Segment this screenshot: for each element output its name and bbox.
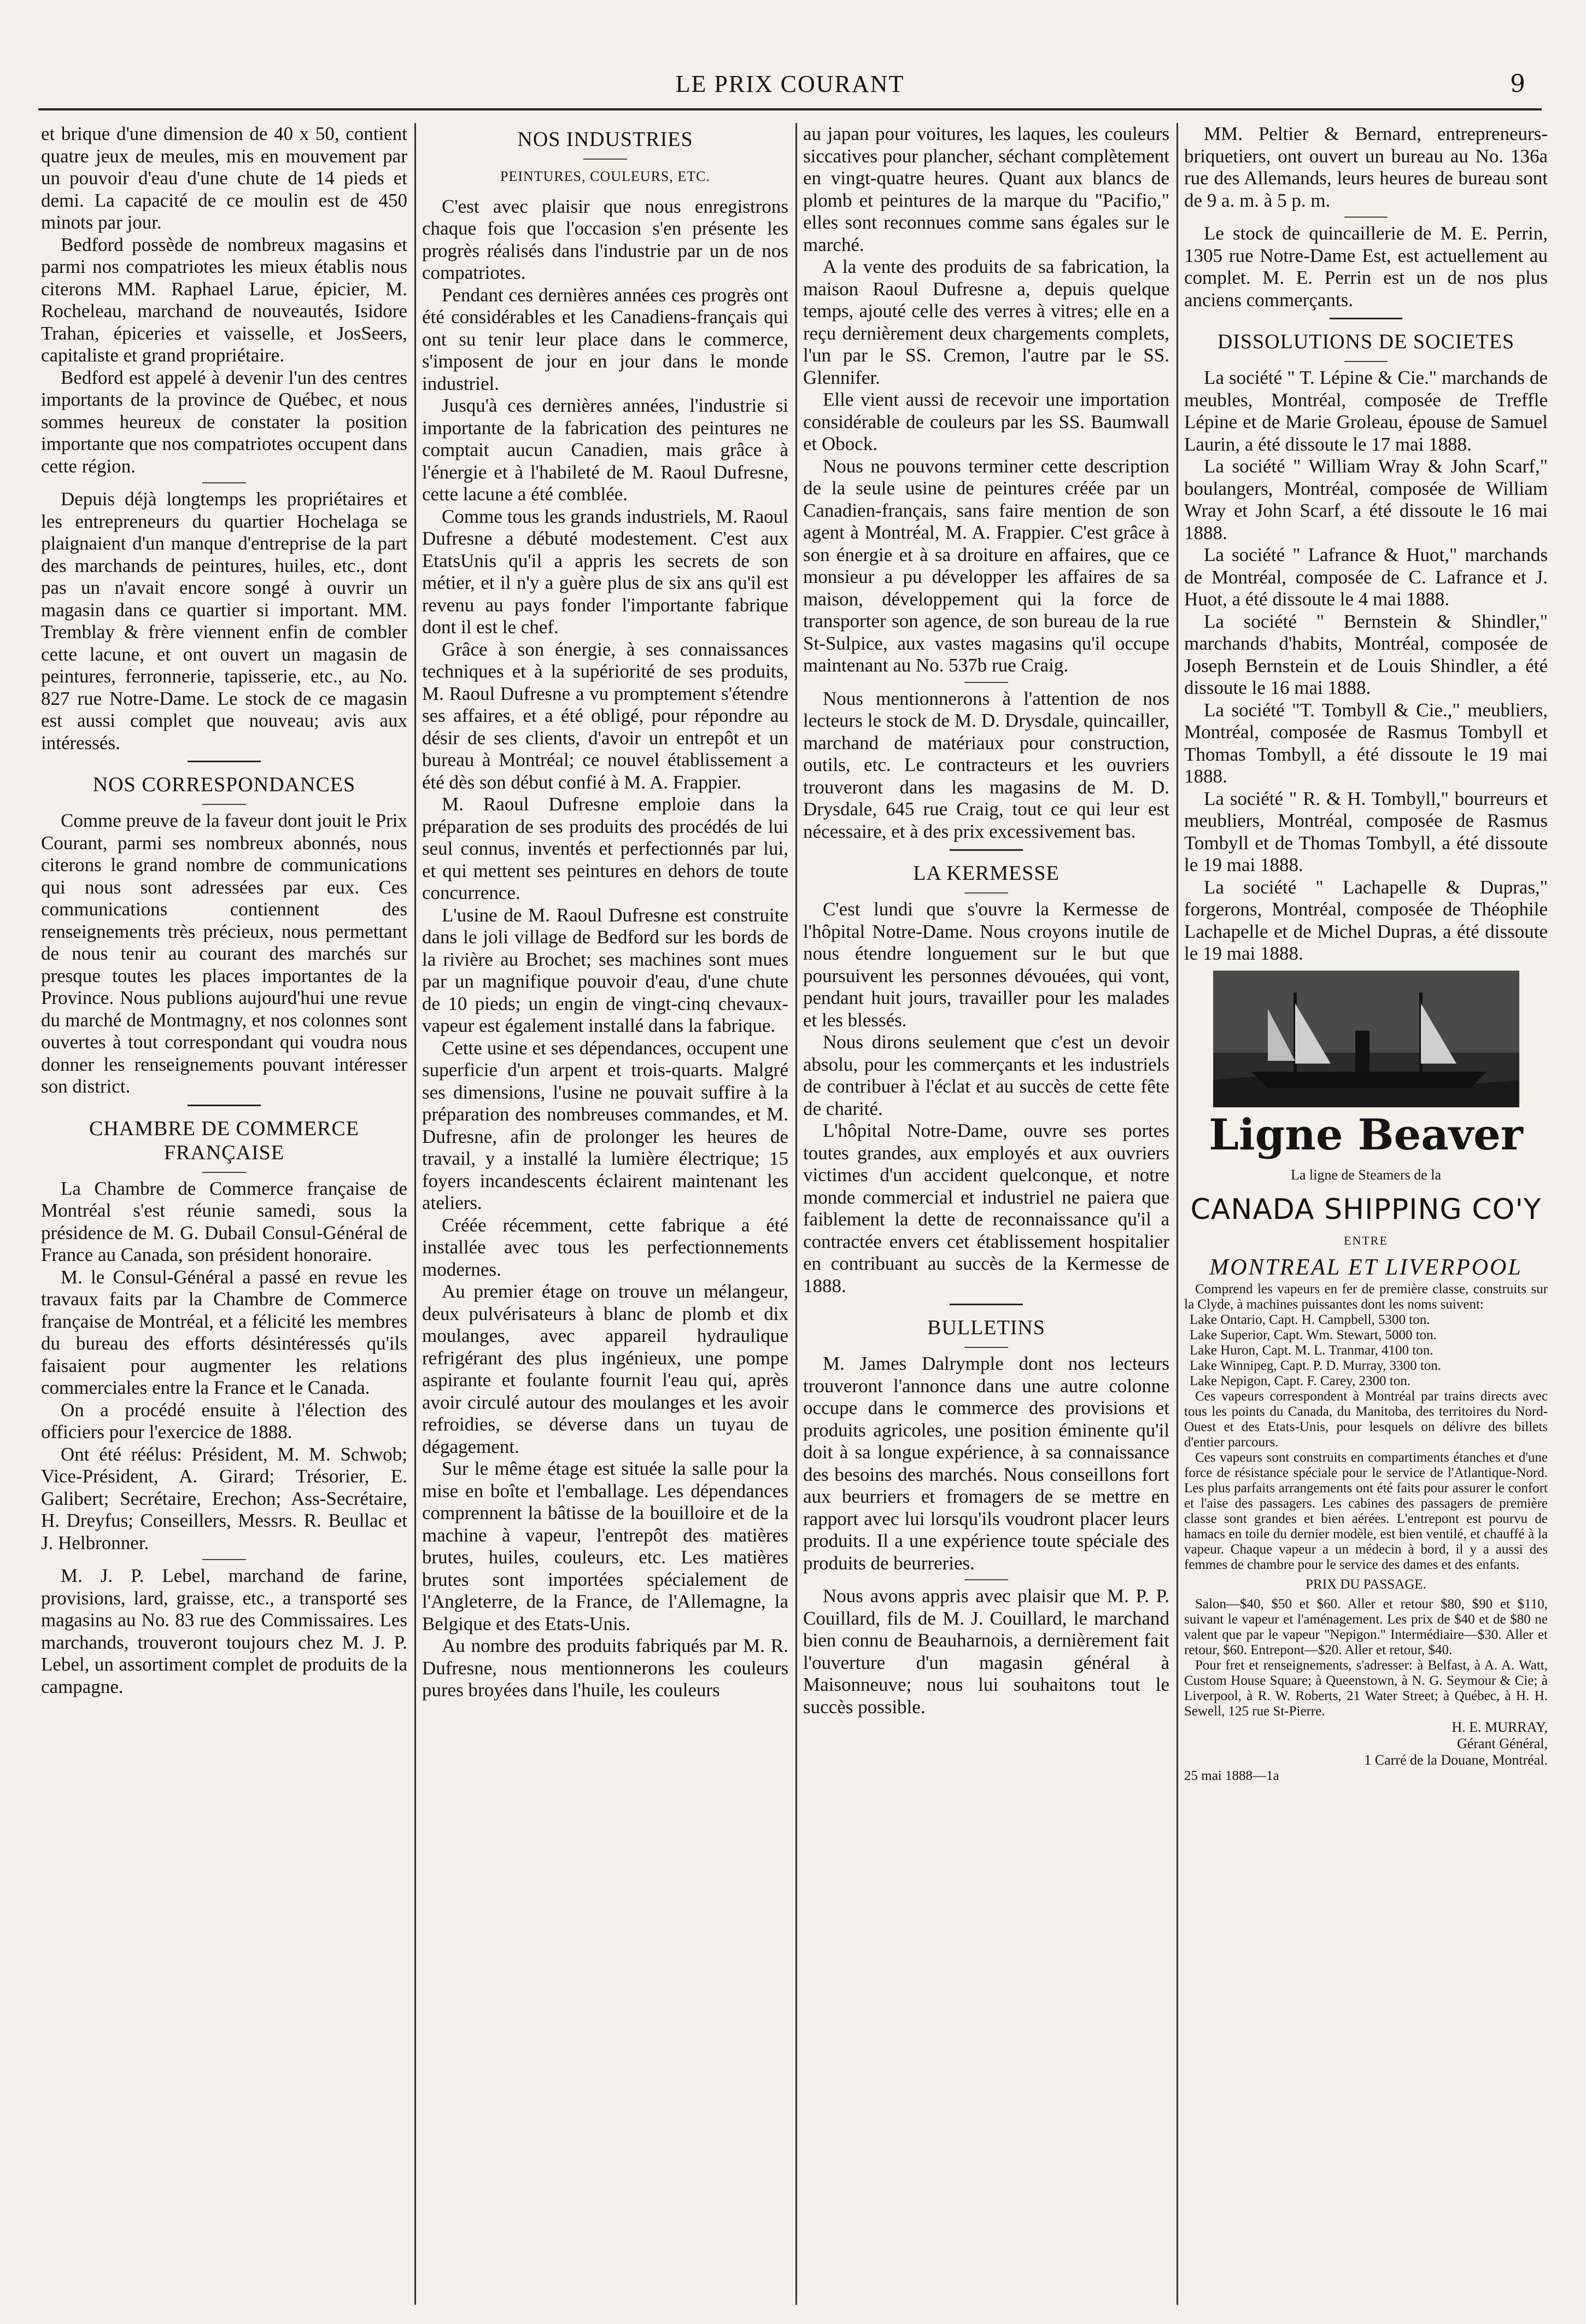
article-paragraph: MM. Peltier & Bernard, entrepreneurs-briquetiers, ont ouvert un bureau au No. 136a rue des Allemands, leurs heures de bureau sont de 9 a. m. à 5 p. m. [1184,123,1548,211]
separator [41,1554,407,1565]
dissolution-notice: La société " Lachapelle & Dupras," forgerons, Montréal, composée de Théophile Lachapelle et de Michel Dupras, a été dissoute le 19 mai 1888. [1184,876,1548,964]
signature-role: Gérant Général, [1456,1736,1548,1751]
fleet-item: Lake Ontario, Capt. H. Campbell, 5300 ton. [1190,1312,1430,1327]
separator [41,1098,407,1112]
article-paragraph: Elle vient aussi de recevoir une importation considérable de couleurs par les SS. Baumwall et Obock. [803,389,1169,454]
column-1 [41,123,407,2305]
ad-paragraph: Salon—$40, $50 et $60. Aller et retour $80, $90 et $110, suivant le vapeur et l'aménagement. Les prix de $40 et de $80 ne valent que par le vapeur "Nepigon." Intermédiaire—$30. Aller et retour, $60. Entrepont—$20. Aller et retour, $40. [1184,1597,1548,1657]
separator [803,1574,1169,1585]
ad-signature [1184,1719,1548,1768]
dissolution-notice: La société " T. Lépine & Cie." marchands de meubles, Montréal, composée de Treffle Lépine et de Marie Groleau, épouse de Samuel Laurin, a été dissoute le 17 mai 1888. [1184,367,1548,455]
article-paragraph: C'est avec plaisir que nous enregistrons chaque fois que l'occasion s'en présente les progrès réalisés dans l'industrie par un de nos compatriotes. [422,195,788,283]
article-paragraph: M. J. P. Lebel, marchand de farine, provisions, lard, graisse, etc., a transporté ses magasins au No. 83 rue des Commissaires. Les marchands, trouveront toujours chez M. J. P. Lebel, un assortiment complet de produits de la campagne. [41,1565,407,1697]
fleet-item: Lake Nepigon, Capt. F. Carey, 2300 ton. [1190,1374,1411,1388]
separator [803,843,1169,857]
signature-name: H. E. MURRAY, [1452,1719,1548,1735]
ad-paragraph: Comprend les vapeurs en fer de première classe, construits sur la Clyde, à machines puissantes dont les noms suivent: [1184,1282,1548,1312]
article-paragraph: L'hôpital Notre-Dame, ouvre ses portes toutes grandes, aux employés et aux ouvriers victimes d'un accident quelconque, et notre monde commercial et industriel ne paiera que faiblement la dette de reconnaissance qu'il a contractée envers cet établissement hospitalier en contribuant au succès de la Kermesse de 1888. [803,1120,1169,1297]
separator [41,477,407,488]
beaver-line-advertisement [1184,971,1548,1784]
separator [803,1297,1169,1311]
article-paragraph: Pendant ces dernières années ces progrès ont été considérables et les Canadiens-français qui ont su tenir leur place dans le commerce, s'imposent de jour en jour dans le monde industriel. [422,284,788,394]
signature-address: 1 Carré de la Douane, Montréal. [1364,1752,1548,1768]
article-paragraph: C'est lundi que s'ouvre la Kermesse de l'hôpital Notre-Dame. Nous croyons inutile de nous étendre longuement sur le but que poursuivent les personnes dévouées, qui vont, pendant huit jours, travailler pour les malades et les blessés. [803,898,1169,1031]
separator [803,887,1169,898]
ad-subtitle: La ligne de Steamers de la [1290,1166,1442,1183]
section-heading: BULLETINS [927,1316,1045,1339]
article-paragraph: Comme tous les grands industriels, M. Raoul Dufresne a débuté modestement. C'est aux EtatsUnis qu'il a appris les secrets de son métier, et il n'y a guère plus de six ans qu'il est revenu au pays fonder l'importante fabrique dont il est le chef. [422,505,788,638]
steamship-illustration [1213,971,1519,1107]
article-paragraph: Cette usine et ses dépendances, occupent une superficie d'un arpent et trois-quarts. Malgré ses dimensions, l'usine ne pouvait suffire à la préparation des nombreuses commandes, et M. Dufresne, afin de prolonger les heures de travail, y a installé la lumière électrique; 15 foyers incandescents éclairent maintenant les ateliers. [422,1037,788,1213]
separator [41,799,407,810]
dissolution-notice: La société " Lafrance & Huot," marchands de Montréal, composée de C. Lafrance et J. Huot, a été dissoute le 4 mai 1888. [1184,544,1548,610]
article-paragraph: M. le Consul-Général a passé en revue les travaux faits par la Chambre de Commerce française de Montréal, et a félicité les membres du bureau des efforts désintéressés qu'ils faisaient pour augmenter les relations commerciales entre la France et le Canada. [41,1266,407,1398]
article-paragraph: Grâce à son énergie, à ses connaissances techniques et à la supériorité de ses produits, M. Raoul Dufresne a vu promptement s'étendre ses affaires, et a été obligé, pour répondre au désir de ses clients, d'avoir un entrepôt et un bureau à Montréal; ce nouvel établissement a été dès son début confié à M. A. Frappier. [422,638,788,793]
section-heading: LA KERMESSE [913,862,1060,885]
page-number: 9 [1510,70,1525,98]
article-paragraph: Bedford possède de nombreux magasins et parmi nos compatriotes les mieux établis nous citerons MM. Raphael Larue, épicier, M. Rocheleau, marchand de nouveautés, Isidore Trahan, épiceries et vaisselle, et JosSeers, capitaliste et grand propriétaire. [41,233,407,366]
fleet-item: Lake Superior, Capt. Wm. Stewart, 5000 ton. [1190,1328,1437,1342]
section-heading: NOS INDUSTRIES [517,128,693,151]
article-paragraph: Au nombre des produits fabriqués par M. R. Dufresne, nous mentionnerons les couleurs pures broyées dans l'huile, les couleurs [422,1635,788,1701]
separator [803,1342,1169,1353]
separator [1184,356,1548,367]
dissolution-notice: La société " William Wray & John Scarf," boulangers, Montréal, composée de William Wray et John Scarf, a été dissoute le 16 mai 1888. [1184,456,1548,544]
section-subheading: PEINTURES, COULEURS, ETC. [500,168,710,184]
article-paragraph: Jusqu'à ces dernières années, l'industrie si importante de la fabrication des peintures ne comptait aucun Canadien, mais grâce à l'énergie et à l'habileté de M. Raoul Dufresne, cette lacune a été comblée. [422,395,788,505]
article-paragraph: et brique d'une dimension de 40 x 50, contient quatre jeux de meules, mis en mouvement par un pouvoir d'eau d'une chute de 14 pieds et demi. La capacité de ce moulin est de 450 minots par jour. [41,123,407,233]
article-paragraph: A la vente des produits de sa fabrication, la maison Raoul Dufresne a, depuis quelque temps, ajouté celle des verres à vitres; elle en a reçu dernièrement deux chargements complets, l'un par le SS. Cremon, l'autre par le SS. Glennifer. [803,256,1169,388]
article-paragraph: Nous ne pouvons terminer cette description de la seule usine de peintures créée par un Canadien-français, sans faire mention de son agent à Montréal, M. A. Frappier. C'est grâce à son énergie et à sa droiture en affaires, que ce monsieur a pu développer les affaires de sa maison, développement qui la force de transporter son agence, de son bureau de la rue St-Sulpice, aux vastes magasins qu'il occupe maintenant au No. 537b rue Craig. [803,455,1169,676]
dissolution-notice: La société " R. & H. Tombyll," bourreurs et meubliers, Montréal, composée de Rasmus Tombyll et de Thomas Tombyll, a été dissoute le 19 mai 1888. [1184,787,1548,875]
article-paragraph: Ont été réélus: Président, M. M. Schwob; Vice-Président, A. Girard; Trésorier, E. Galibert; Secrétaire, Erechon; Ass-Secrétaire, H. Dreyfus; Conseillers, Messrs. R. Beullac et J. Helbronner. [41,1443,407,1554]
separator [422,154,788,165]
ad-paragraph: Pour fret et renseignements, s'adresser: à Belfast, à A. A. Watt, Custom House Square; à Queenstown, à N. G. Seymour & Cie; à Liverpool, à R. W. Roberts, 21 Water Street; à Québec, à H. H. Sewell, 125 rue St-Pierre. [1184,1658,1548,1719]
newspaper-title: LE PRIX COURANT [675,71,905,97]
separator [803,677,1169,688]
section-heading: CHAMBRE DE COMMERCE FRANÇAISE [89,1117,360,1164]
prix-heading: PRIX DU PASSAGE. [1306,1577,1426,1592]
fleet-list [1184,1312,1548,1389]
separator [41,1167,407,1178]
article-paragraph: Créée récemment, cette fabrique a été installée avec tous les perfectionnements modernes. [422,1214,788,1280]
column-2 [422,123,788,2305]
section-heading: NOS CORRESPONDANCES [92,773,356,796]
separator [1184,212,1548,223]
article-paragraph: Nous mentionnerons à l'attention de nos lecteurs le stock de M. D. Drysdale, quincailler, marchand de matériaux pour construction, outils, etc. Le contracteurs et les ouvriers trouveront dans les magasins de M. D. Drysdale, 645 rue Craig, tout ce qui leur est nécessaire, et à des prix excessivement bas. [803,687,1169,842]
article-paragraph: Au premier étage on trouve un mélangeur, deux pulvérisateurs à blanc de plomb et dix moulanges, avec appareil hydraulique refrigérant des plus ingénieux, une pompe aspirante et foulante fournit l'eau qui, après avoir circulé autour des moulanges et les avoir refroidies, se déverse dans un tuyau de dégagement. [422,1281,788,1457]
page-header [38,65,1542,110]
article-paragraph: Comme preuve de la faveur dont jouit le Prix Courant, parmi ses nombreux abonnés, nous citerons le grand nombre de communications qui nous sont adressées par eux. Ces communications contiennent des renseignements très précieux, nous permettant de nous tenir au courant des marchés sur presque toutes les places importantes de la Province. Nous publions aujourd'hui une revue du marché de Montmagny, et nos colonnes sont ouvertes à tout correspondant qui voudra nous donner les renseignements pouvant intéresser son district. [41,810,407,1097]
column-4 [1184,123,1548,2305]
ad-paragraph: Ces vapeurs sont construits en compartiments étanches et d'une force de résistance spéciale pour le service de l'Atlantique-Nord. Les plus parfaits arrangements ont été faits pour assurer le confort et l'aise des passagers. Les cabines des passagers de première classe sont grandes et bien aérées. L'entrepont est pourvu de hamacs en toile du dernier modèle, est bien ventilé, et chauffé à la vapeur. Chaque vapeur a un médecin à bord, il y a aussi des femmes de chambre pour le service des dames et des enfants. [1184,1450,1548,1572]
column-rule [414,123,416,2305]
article-paragraph: Nous dirons seulement que c'est un devoir absolu, pour les commerçants et les industriels de contribuer à l'éclat et au succès de cette fête de charité. [803,1031,1169,1119]
company-name: CANADA SHIPPING CO'Y [1190,1193,1542,1226]
article-paragraph: M. James Dalrymple dont nos lecteurs trouveront l'annonce dans une autre colonne occupe dans le commerce des provisions et produits agricoles, une position éminente qu'il doit à sa longue expérience, à sa connaissance des besoins des marchés. Nous conseillons fort aux beurriers et fromagers de se mettre en rapport avec lui lorsqu'ils voudront placer leurs produits. Il a une expérience toute spéciale des produits de beurreries. [803,1353,1169,1574]
article-paragraph: L'usine de M. Raoul Dufresne est construite dans le joli village de Bedford sur les bords de la rivière au Brochet; ses machines sont mues par un magnifique pouvoir d'eau, d'une chute de 10 pieds; un engin de vingt-cinq chevaux-vapeur est également installé dans la fabrique. [422,904,788,1036]
fleet-item: Lake Huron, Capt. M. L. Tranmar, 4100 ton. [1190,1343,1433,1358]
ad-paragraph: Ces vapeurs correspondent à Montréal par trains directs avec tous les points du Canada, du Manitoba, des territoires du Nord-Ouest et des Etats-Unis, pour lesquels on délivre des billets d'entier parcours. [1184,1389,1548,1450]
section-heading: DISSOLUTIONS DE SOCIETES [1217,330,1515,353]
article-paragraph: Le stock de quincaillerie de M. E. Perrin, 1305 rue Notre-Dame Est, est actuellement au complet. M. E. Perrin est un de nos plus anciens commerçants. [1184,223,1548,311]
ad-date: 25 mai 1888—1a [1184,1768,1279,1783]
separator [1184,311,1548,325]
fleet-item: Lake Winnipeg, Capt. P. D. Murray, 3300 ton. [1190,1358,1442,1373]
ad-body [1184,1282,1548,1719]
article-paragraph: au japan pour voitures, les laques, les couleurs siccatives pour plancher, séchant complètement en vingt-quatre heures. Quant aux blancs de plomb et peintures de la marque du "Pacifio," elles sont reconnues comme sans égales sur le marché. [803,123,1169,255]
separator [41,754,407,768]
ad-connector: ENTRE [1344,1234,1388,1247]
ad-title: Ligne Beaver [1209,1110,1523,1160]
article-paragraph: Sur le même étage est située la salle pour la mise en boîte et l'emballage. Les dépendances comprennent la bâtisse de la bouilloire et de la machine à vapeur, l'entrepôt des matières brutes, huiles, couleurs, etc. Les matières brutes sont importées spécialement de l'Angleterre, de la France, de l'Allemagne, la Belgique et des Etats-Unis. [422,1458,788,1634]
column-3 [803,123,1169,2305]
article-paragraph: On a procédé ensuite à l'élection des officiers pour l'exercice de 1888. [41,1399,407,1443]
article-paragraph: Nous avons appris avec plaisir que M. P. P. Couillard, fils de M. J. Couillard, le marchand bien connu de Beauharnois, a dernièrement fait l'ouverture d'un magasin général à Maisonneuve; nous lui souhaitons tout le succès possible. [803,1585,1169,1718]
article-paragraph: Depuis déjà longtemps les propriétaires et les entrepreneurs du quartier Hochelaga se plaignaient d'un manque d'entreprise de la part des marchands de peintures, huiles, etc., dont pas un n'avait encore songé à ouvrir un magasin dans ce quartier si important. MM. Tremblay & frère viennent enfin de combler cette lacune, et ont ouvert un magasin de peintures, ferronnerie, tapisserie, etc., au No. 827 rue Notre-Dame. Le stock de ce magasin est aussi complet que nouveau; avis aux intéressés. [41,488,407,754]
article-paragraph: M. Raoul Dufresne emploie dans la préparation de ses produits des procédés de lui seul connus, inventés et perfectionnés par lui, et qui mettent ses peintures en dehors de toute concurrence. [422,793,788,903]
route: MONTREAL ET LIVERPOOL [1209,1254,1523,1280]
article-paragraph: Bedford est appelé à devenir l'un des centres importants de la province de Québec, et nous sommes heureux de constater la position importante que nos compatriotes occupent dans cette région. [41,366,407,477]
dissolution-notice: La société "T. Tombyll & Cie.," meubliers, Montréal, composée de Rasmus Tombyll et Thomas Tombyll, a été dissoute le 19 mai 1888. [1184,699,1548,787]
article-paragraph: La Chambre de Commerce française de Montréal s'est réunie samedi, sous la présidence de M. G. Dubail Consul-Général de France au Canada, son président honoraire. [41,1177,407,1265]
column-rule [1177,123,1178,2305]
column-rule [795,123,797,2305]
dissolution-notice: La société " Bernstein & Shindler," marchands d'habits, Montréal, composée de Joseph Bernstein et de Louis Shindler, a été dissoute le 16 mai 1888. [1184,610,1548,698]
